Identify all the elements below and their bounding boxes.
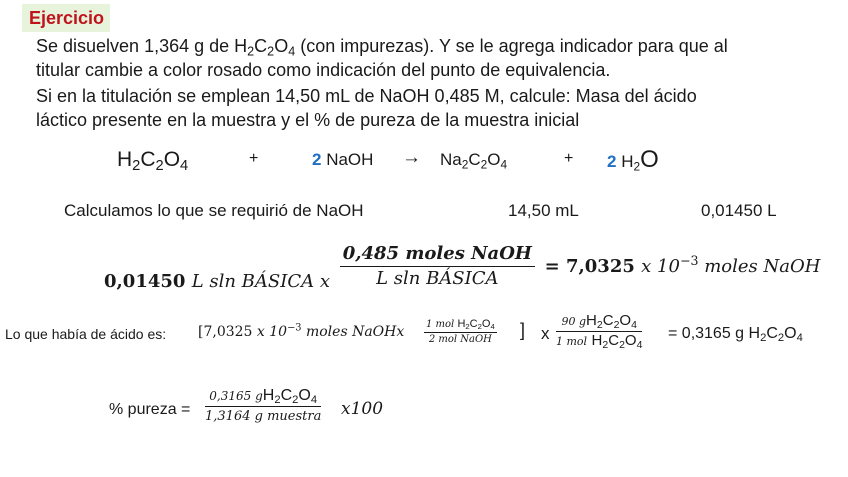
purity-label: % pureza =	[109, 401, 191, 418]
eq2-bracket-close: ]	[520, 320, 526, 340]
eq2-fraction-2: 90 $gH_2C_2O_4$ 1 mol $H_2C_2O_4$	[556, 312, 643, 351]
reaction-plus-1: +	[249, 150, 259, 167]
eq2-times: x	[541, 324, 550, 343]
eq1-numerator: 0,485 moles NaOH	[340, 242, 535, 267]
volume-ml: 14,50 mL	[508, 201, 579, 220]
volume-l: 0,01450 L	[701, 201, 777, 220]
problem-line-2: titular cambie a color rosado como indicación del punto de equivalencia.	[36, 60, 611, 80]
purity-fraction: 0,3165 $gH_2C_2O_4$ 1,3164 g muestra	[205, 387, 322, 424]
eq2-result: = 0,3165 g $H_2C_2O_4$	[668, 325, 803, 345]
page-title: Ejercicio	[29, 8, 105, 28]
acid-lead-text: Lo que había de ácido es:	[5, 326, 167, 342]
problem-line-1: Se disuelven 1,364 g de $H_2C_2O_4$ (con impurezas). Y se le agrega indicador para que al	[36, 36, 728, 59]
reactant-naoh: 2 NaOH	[312, 150, 374, 169]
eq2-fraction-1: 1 mol $H_2C_2O_4$ 2 mol NaOH	[426, 318, 495, 345]
purity-multiplier: x100	[341, 399, 384, 419]
product-sodium-oxalate: $Na_2C_2O_4$	[440, 150, 508, 172]
product-water: 2 $H_2O$	[607, 146, 659, 174]
eq2-bracket-expression: [7,0325 x $10^{-3}$ moles NaOHx	[198, 322, 405, 340]
reactant-oxalic-acid: $H_2C_2O_4$	[117, 148, 189, 175]
problem-line-4: láctico presente en la muestra y el % de pureza de la muestra inicial	[36, 110, 580, 130]
problem-line-3: Si en la titulación se emplean 14,50 mL de NaOH 0,485 M, calcule: Masa del ácido	[36, 86, 697, 106]
reaction-arrow-icon: →	[402, 147, 421, 168]
reaction-plus-2: +	[564, 150, 574, 167]
equation-moles-naoh: 0,01450 L sln BÁSICA x $\frac{\text{0,485 moles NaOH}}{\text{L sln BÁSICA}}$ = 7,0325 x $10^{-3}$ moles NaOH	[104, 243, 821, 292]
eq1-denominator: L sln BÁSICA	[376, 268, 499, 289]
calc-description: Calculamos lo que se requirió de NaOH	[64, 201, 364, 220]
